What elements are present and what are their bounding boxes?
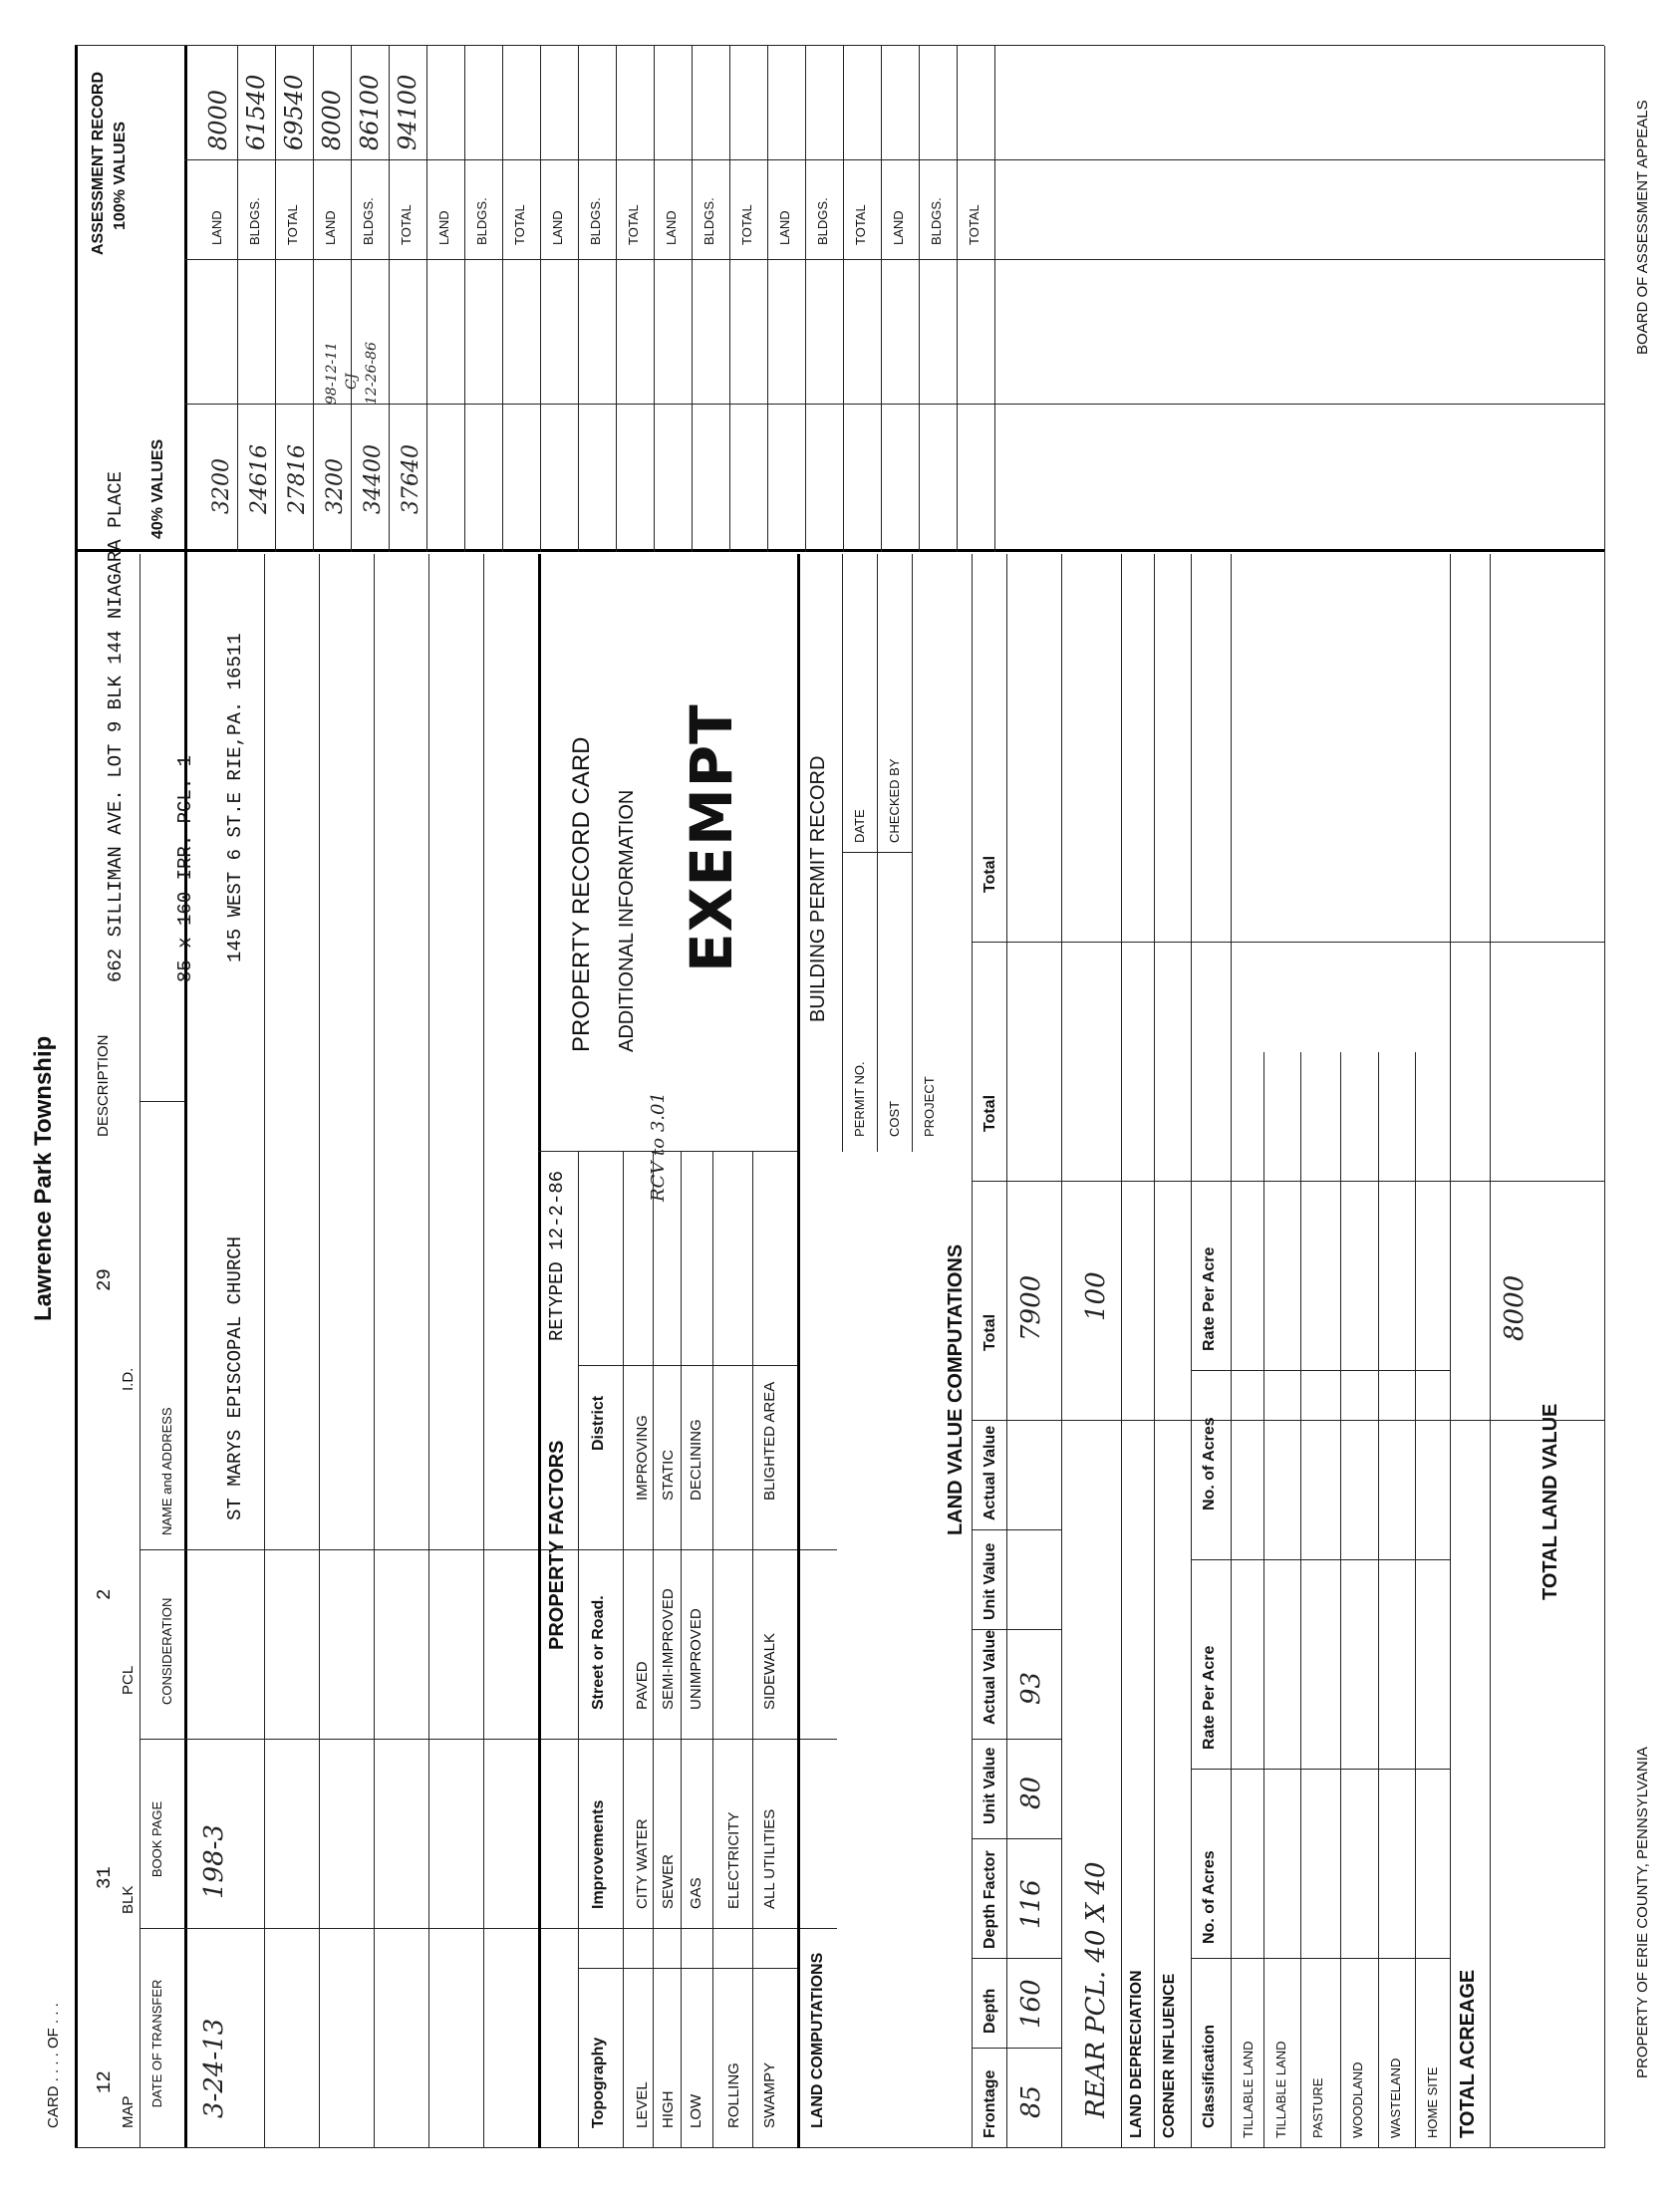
land-value-computations-title: LAND VALUE COMPUTATIONS: [945, 1243, 967, 1535]
forty-0: 3200: [209, 458, 234, 514]
district-2: DECLINING: [688, 1419, 704, 1501]
forty-1: 24616: [247, 444, 272, 514]
name-address-label: NAME and ADDRESS: [159, 1407, 174, 1535]
col-improvements: Improvements: [590, 1799, 607, 1909]
description-line-1: 662 SILLIMAN AVE. LOT 9 BLK 144 NIAGARA PLACE: [105, 470, 127, 982]
class-1: TILLABLE LAND: [1273, 2041, 1288, 2138]
id-value: 29: [94, 1268, 116, 1291]
assessment-sub-title: 100% VALUES: [112, 121, 129, 230]
hdr-acres-1: No. of Acres: [1201, 1850, 1218, 1944]
impr-2: GAS: [688, 1877, 704, 1909]
assess-row-8: TOTAL: [512, 204, 527, 245]
date-of-transfer-label: DATE OF TRANSFER: [149, 1979, 164, 2108]
date-note-1: CJ: [344, 373, 360, 390]
actual-value: 93: [1016, 1671, 1046, 1705]
forty-5: 37640: [399, 444, 423, 514]
impr-3: ELECTRICITY: [725, 1811, 742, 1909]
hdr-classification: Classification: [1201, 2024, 1218, 2128]
district-4: BLIGHTED AREA: [761, 1381, 778, 1501]
hdr-rate-2: Rate Per Acre: [1201, 1246, 1218, 1351]
assess-row-4: BLDGS.: [361, 197, 376, 245]
forty-percent-label: 40% VALUES: [149, 438, 166, 539]
assess-row-15: LAND: [777, 210, 792, 245]
hdr-total-1: Total: [981, 1313, 998, 1351]
class-5: HOME SITE: [1425, 2066, 1440, 2138]
assess-row-9: LAND: [550, 210, 565, 245]
exempt-stamp: EXEMPT: [678, 703, 745, 972]
id-label: I.D.: [120, 1367, 137, 1391]
topo-0: LEVEL: [634, 2081, 651, 2128]
transfer-date: 3-24-13: [199, 2018, 229, 2118]
col-topography: Topography: [590, 2037, 607, 2128]
hdr-actual-value-2: Actual Value: [981, 1425, 998, 1520]
unit-value: 80: [1016, 1776, 1046, 1809]
assess-row-2: TOTAL: [285, 204, 300, 245]
assess-row-12: LAND: [664, 210, 679, 245]
assess-row-17: TOTAL: [853, 204, 868, 245]
hdr-unit-value-2: Unit Value: [981, 1542, 998, 1620]
owner-address: 145 WEST 6 ST.E RIE,PA. 16511: [224, 633, 246, 962]
topo-4: SWAMPY: [761, 2061, 778, 2128]
district-0: IMPROVING: [634, 1415, 651, 1501]
owner-name: ST MARYS EPISCOPAL CHURCH: [224, 1236, 246, 1520]
project-label: PROJECT: [922, 1076, 937, 1137]
impr-4: ALL UTILITIES: [761, 1808, 778, 1909]
checked-by-label: CHECKED BY: [887, 758, 902, 843]
col-street: Street or Road.: [590, 1595, 607, 1710]
blk-value: 31: [94, 1866, 116, 1889]
assess-row-5: TOTAL: [399, 204, 414, 245]
hdr-depth: Depth: [981, 1988, 998, 2034]
hdr-frontage: Frontage: [981, 2069, 998, 2138]
impr-1: SEWER: [660, 1853, 677, 1909]
hdr-actual-value-1: Actual Value: [981, 1629, 998, 1725]
hundred-5: 94100: [394, 74, 421, 150]
corner-influence-label: CORNER INFLUENCE: [1161, 1973, 1178, 2138]
rcv-note: RCV to 3.01: [648, 1092, 669, 1202]
book-page-label: BOOK PAGE: [149, 1800, 164, 1878]
depth-factor-value: 116: [1016, 1879, 1046, 1929]
blk-label: BLK: [120, 1885, 137, 1914]
property-record-card-title: PROPERTY RECORD CARD: [568, 736, 595, 1052]
pcl-label: PCL: [120, 1665, 137, 1695]
total-land-value: 8000: [1500, 1274, 1530, 1341]
topo-3: ROLLING: [725, 2062, 742, 2128]
rear-parcel-note: REAR PCL. 40 X 40: [1081, 1861, 1111, 2118]
forty-2: 27816: [285, 444, 310, 514]
rear-total: 100: [1081, 1271, 1111, 1321]
hundred-4: 86100: [356, 74, 384, 150]
total-land-value-label: TOTAL LAND VALUE: [1540, 1403, 1561, 1600]
assess-row-11: TOTAL: [626, 204, 641, 245]
hundred-1: 61540: [242, 74, 270, 150]
assess-row-13: BLDGS.: [701, 197, 716, 245]
permit-date-label: DATE: [852, 809, 867, 843]
class-0: TILLABLE LAND: [1241, 2041, 1256, 2138]
land-computations-label: LAND COMPUTATIONS: [809, 1952, 826, 2128]
footer-left: PROPERTY OF ERIE COUNTY, PENNSYLVANIA: [1634, 1747, 1651, 2078]
hdr-depth-factor: Depth Factor: [981, 1850, 998, 1949]
consideration-label: CONSIDERATION: [159, 1597, 174, 1705]
card-label: CARD . . . . OF . . .: [45, 2003, 62, 2128]
assess-row-10: BLDGS.: [588, 197, 603, 245]
retyped-note: RETYPED 12-2-86: [546, 1170, 568, 1341]
assess-row-1: BLDGS.: [247, 197, 262, 245]
street-0: PAVED: [634, 1661, 651, 1710]
additional-info-label: ADDITIONAL INFORMATION: [616, 789, 638, 1052]
building-permit-title: BUILDING PERMIT RECORD: [807, 755, 829, 1022]
date-note-2: 12-26-86: [364, 342, 380, 405]
hdr-rate-1: Rate Per Acre: [1201, 1645, 1218, 1750]
frontage-value: 85: [1016, 2084, 1046, 2118]
district-1: STATIC: [660, 1449, 677, 1501]
hundred-3: 8000: [318, 89, 346, 150]
hdr-acres-2: No. of Acres: [1201, 1417, 1218, 1511]
hundred-0: 8000: [204, 89, 232, 150]
impr-0: CITY WATER: [634, 1818, 651, 1909]
pcl-value: 2: [94, 1588, 116, 1600]
depth-value: 160: [1016, 1979, 1046, 2029]
assess-row-7: BLDGS.: [474, 197, 489, 245]
street-4: SIDEWALK: [761, 1633, 778, 1710]
description-line-2: 85 x 160 IRR. PCL. 1: [174, 754, 196, 982]
street-2: UNIMPROVED: [688, 1608, 704, 1710]
description-label: DESCRIPTION: [95, 1034, 112, 1137]
row1-total: 7900: [1016, 1274, 1046, 1341]
street-1: SEMI-IMPROVED: [660, 1588, 677, 1710]
assess-row-20: TOTAL: [967, 204, 981, 245]
topo-1: HIGH: [660, 2090, 677, 2128]
assess-row-18: LAND: [891, 210, 906, 245]
class-3: WOODLAND: [1350, 2061, 1365, 2138]
col-district: District: [590, 1395, 607, 1451]
assessment-record-title: ASSESSMENT RECORD: [90, 71, 107, 255]
property-factors-title: PROPERTY FACTORS: [546, 1440, 568, 1650]
permit-no-label: PERMIT NO.: [852, 1061, 867, 1137]
hundred-2: 69540: [280, 74, 308, 150]
class-4: WASTELAND: [1388, 2058, 1403, 2138]
map-value: 12: [94, 2070, 116, 2093]
assess-row-19: BLDGS.: [929, 197, 944, 245]
assess-row-6: LAND: [436, 210, 451, 245]
township-name: Lawrence Park Township: [30, 1035, 57, 1321]
total-acreage-label: TOTAL ACREAGE: [1457, 1969, 1479, 2138]
assess-row-0: LAND: [209, 210, 224, 245]
cost-label: COST: [887, 1100, 902, 1137]
footer-right: BOARD OF ASSESSMENT APPEALS: [1634, 100, 1651, 355]
assess-row-14: TOTAL: [739, 204, 754, 245]
class-2: PASTURE: [1310, 2077, 1325, 2138]
forty-4: 34400: [361, 444, 386, 514]
assess-row-16: BLDGS.: [815, 197, 830, 245]
assess-row-3: LAND: [323, 210, 338, 245]
book-page-value: 198-3: [199, 1824, 229, 1899]
hdr-total-3: Total: [981, 855, 998, 893]
map-label: MAP: [120, 2095, 137, 2128]
land-depreciation-label: LAND DEPRECIATION: [1128, 1970, 1145, 2138]
hdr-total-2: Total: [981, 1094, 998, 1132]
date-note-0: 98-12-11: [324, 342, 340, 405]
forty-3: 3200: [323, 458, 348, 514]
hdr-unit-value-1: Unit Value: [981, 1747, 998, 1824]
topo-2: LOW: [688, 2093, 704, 2128]
